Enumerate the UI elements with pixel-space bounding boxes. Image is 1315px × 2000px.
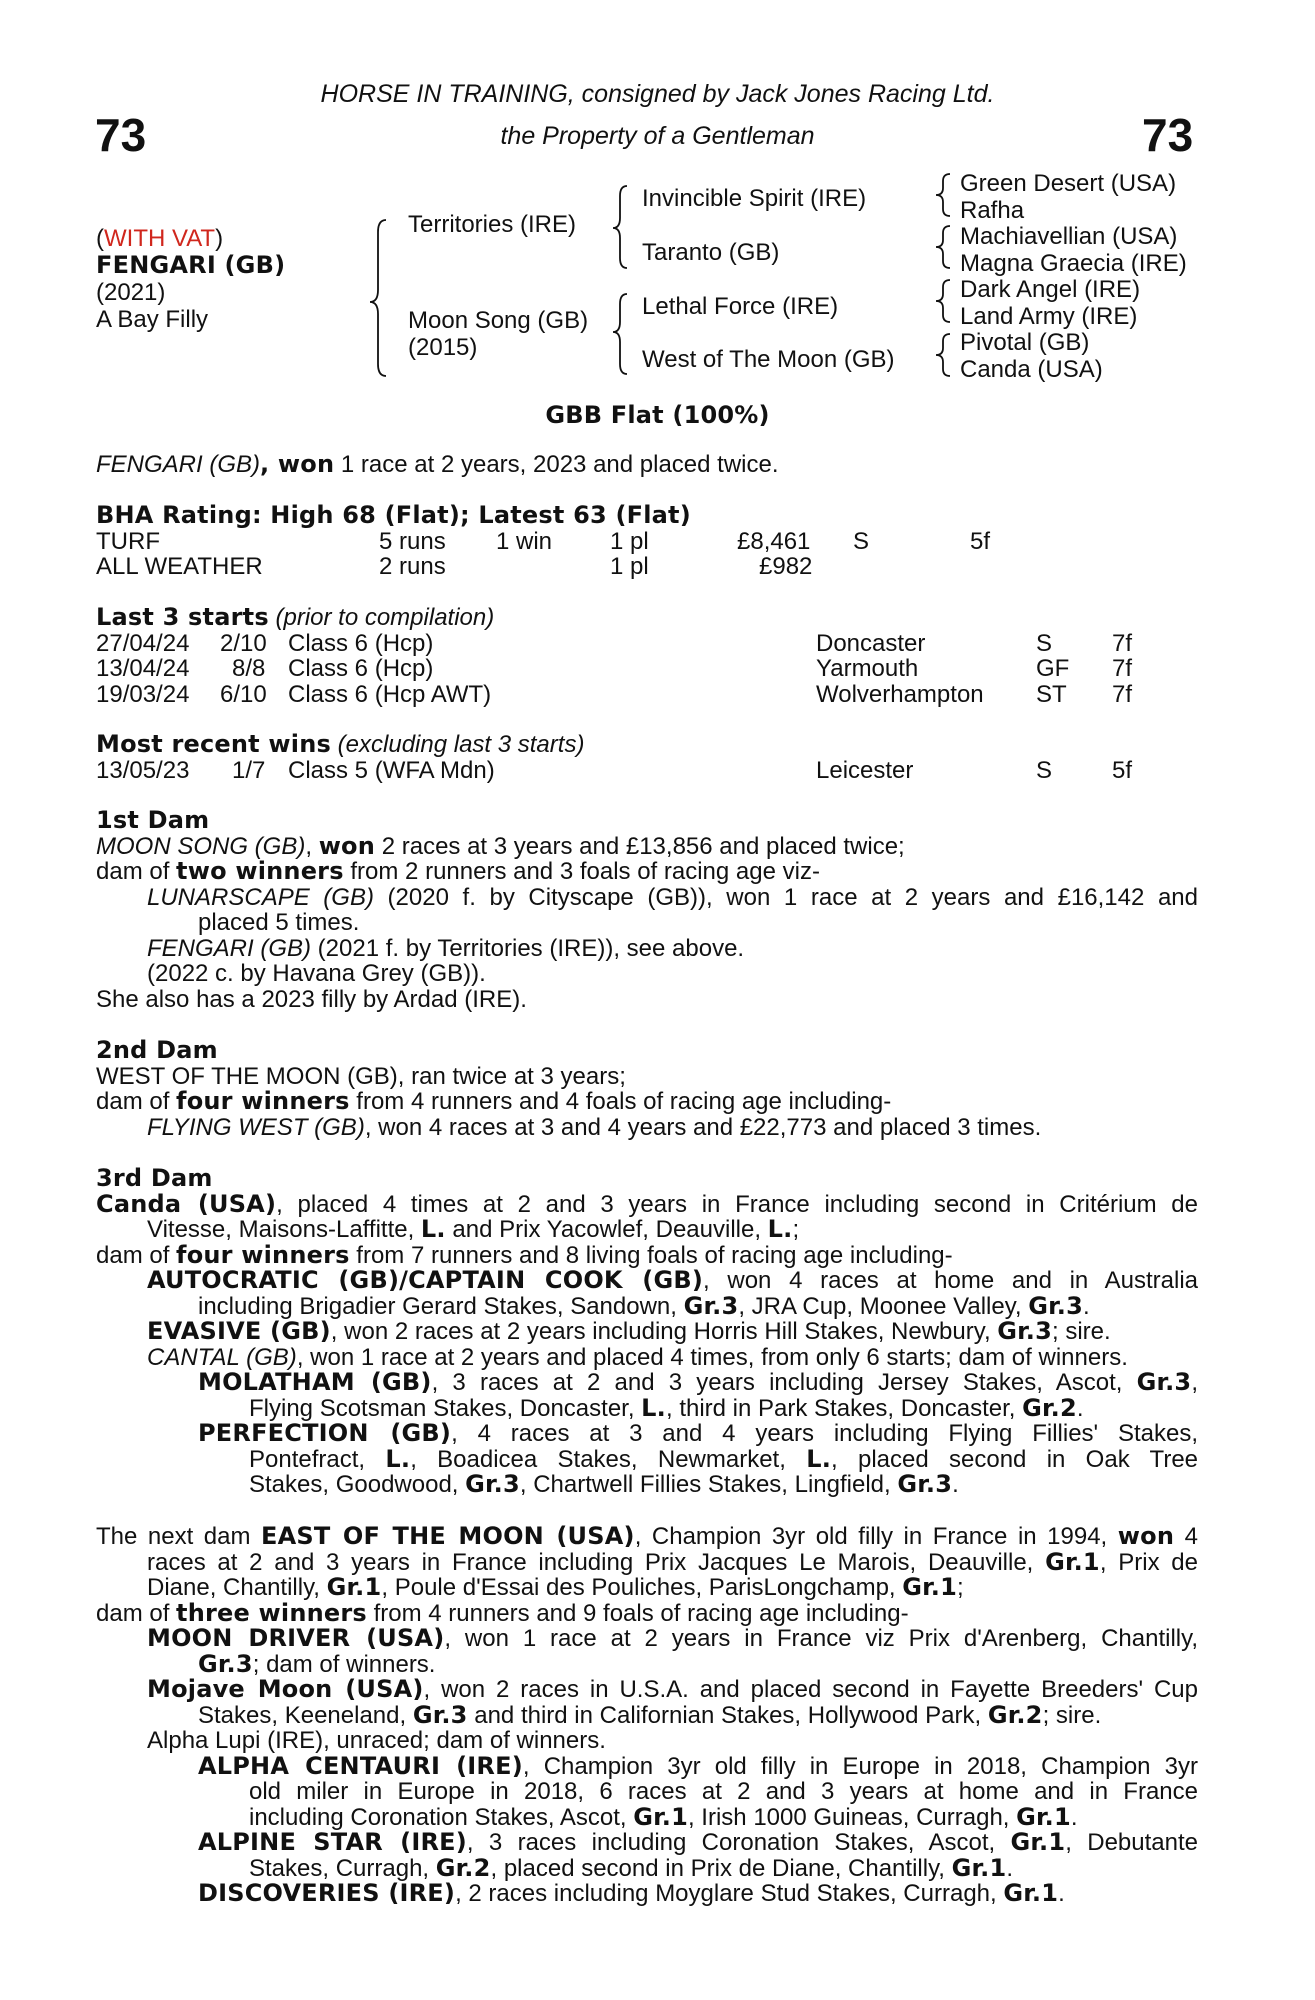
text: ,: [1191, 1369, 1198, 1396]
pedigree-dam-dam: West of The Moon (GB): [642, 346, 895, 373]
grade: Gr.3: [465, 1470, 520, 1498]
text: races at 2 and 3 years in France including Prix Jacques Le Marois, Deauville,: [147, 1548, 1046, 1576]
text: , won 2 races in U.S.A. and placed second in Fayette Breeders' Cup: [423, 1676, 1198, 1703]
brace-g3-1: [936, 174, 950, 216]
progeny-name: FENGARI (GB): [147, 934, 312, 962]
rating-heading: BHA Rating: High 68 (Flat); Latest 63 (Flat): [96, 501, 691, 529]
third-dam-section: [96, 1166, 1198, 1498]
brace-g3-2: [936, 226, 950, 268]
text: , Prix de: [1099, 1548, 1199, 1576]
recent-wins-note: (excluding last 3 starts): [331, 731, 585, 758]
text: , Debutante: [1065, 1829, 1198, 1856]
second-dam-section: [96, 1038, 1198, 1140]
brace-g3-4: [936, 334, 950, 376]
form-date: 19/03/24: [96, 680, 190, 708]
first-dam-section: [96, 808, 1198, 1012]
form-course: Leicester: [816, 756, 914, 784]
pedigree-dam: Moon Song (GB): [408, 307, 589, 334]
last-starts-heading: Last 3 starts: [96, 603, 269, 631]
progeny-name: Mojave Moon (USA): [147, 1675, 424, 1703]
form-course: Doncaster: [816, 629, 926, 657]
text: , 3 races including Coronation Stakes, Ascot,: [466, 1829, 1011, 1856]
grade: L.: [420, 1215, 446, 1243]
catalogue-title: HORSE IN TRAINING, consigned by Jack Jones Racing Ltd.: [320, 80, 995, 108]
form-position: 8/8: [232, 655, 266, 682]
rating-wins: 1 win: [496, 527, 553, 555]
text: (2020 f. by Cityscape (GB)), won 1 race at 2 years and £16,142 and: [373, 883, 1198, 911]
text: .: [1006, 1854, 1014, 1882]
text: .: [952, 1471, 959, 1498]
text: (2022 c. by Havana Grey (GB)).: [147, 960, 486, 987]
form-class: Class 5 (WFA Mdn): [288, 756, 495, 784]
text: , 4 races at 3 and 4 years including Flying Fillies' Stakes,: [451, 1420, 1199, 1447]
text: 4: [1174, 1523, 1199, 1550]
text: , won 1 race at 2 years in France viz Prix d'Arenberg, Chantilly,: [444, 1625, 1198, 1652]
form-class: Class 6 (Hcp AWT): [288, 680, 492, 708]
progeny-name: ALPHA CENTAURI (IRE): [198, 1751, 523, 1780]
grade: Gr.1: [951, 1853, 1007, 1882]
text: and Prix Yacowlef, Deauville,: [445, 1216, 768, 1243]
form-date: 13/04/24: [96, 655, 190, 682]
grade: Gr.1: [326, 1573, 382, 1601]
text: .: [1070, 1803, 1078, 1831]
text: , won 2 races at 2 years including Horris Hill Stakes, Newbury,: [330, 1318, 998, 1345]
form-course: Yarmouth: [816, 655, 919, 682]
dam-name: Canda (USA): [96, 1189, 277, 1218]
rating-distance: 5f: [970, 527, 991, 555]
text: old miler in Europe in 2018, 6 races at 2 and 3 years at home and in France: [249, 1778, 1198, 1805]
progeny-name: EVASIVE (GB): [147, 1317, 331, 1345]
summary-won: won: [277, 450, 335, 478]
progeny-name: LUNARSCAPE (GB): [147, 883, 374, 911]
rating-runs: 2 runs: [379, 553, 446, 580]
form-distance: 7f: [1112, 629, 1133, 657]
dam-name: EAST OF THE MOON (USA): [261, 1522, 635, 1550]
progeny-name: FLYING WEST (GB): [147, 1113, 365, 1141]
grade: L.: [806, 1444, 832, 1473]
text: The next dam: [96, 1523, 262, 1550]
lot-number-left: 73: [95, 109, 147, 161]
recent-wins-heading: Most recent wins: [96, 730, 331, 758]
text: She also has a 2023 filly by Ardad (IRE).: [96, 985, 527, 1013]
text: (2021 f. by Territories (IRE)), see above.: [311, 934, 745, 962]
text: Stakes, Curragh,: [249, 1854, 436, 1882]
pedigree-g3-4: Magna Graecia (IRE): [960, 249, 1187, 277]
progeny-name: ALPINE STAR (IRE): [198, 1828, 467, 1856]
text: , won 4 races at home and in Australia: [703, 1267, 1198, 1294]
progeny-name: CANTAL (GB): [147, 1343, 297, 1371]
text: .: [1058, 1880, 1065, 1907]
won-label: won: [318, 831, 376, 860]
text: , won 4 races at 3 and 4 years and £22,773 and placed 3 times.: [364, 1113, 1042, 1141]
last-starts-note: (prior to compilation): [268, 604, 495, 631]
text: dam of: [96, 1599, 177, 1627]
rating-section: [96, 503, 1198, 580]
horse-year: (2021): [96, 279, 166, 306]
text: , Chartwell Fillies Stakes, Lingfield,: [519, 1471, 898, 1498]
grade: Gr.3: [1136, 1368, 1192, 1396]
text: placed 5 times.: [198, 909, 360, 936]
form-going: GF: [1036, 655, 1070, 682]
pedigree-g3-7: Pivotal (GB): [960, 329, 1090, 356]
grade: L.: [767, 1215, 793, 1243]
form-date: 27/04/24: [96, 629, 190, 657]
text: ; dam of winners.: [252, 1650, 436, 1678]
grade: Gr.3: [897, 1470, 953, 1498]
grade: Gr.1: [1003, 1879, 1059, 1907]
grade: L.: [641, 1393, 666, 1422]
form-position: 6/10: [220, 680, 267, 708]
text: .: [1076, 1394, 1084, 1422]
text: , Poule d'Essai des Pouliches, ParisLongchamp,: [381, 1574, 903, 1601]
form-date: 13/05/23: [96, 756, 190, 784]
rating-row: [96, 529, 1198, 555]
grade: Gr.1: [1010, 1828, 1066, 1856]
pedigree-g3-6: Land Army (IRE): [960, 302, 1138, 330]
second-dam-heading: 2nd Dam: [96, 1036, 218, 1064]
dam-name: MOON SONG (GB): [96, 832, 306, 860]
text: Vitesse, Maisons-Laffitte,: [147, 1216, 421, 1243]
grade: Gr.2: [1022, 1393, 1077, 1422]
grade: Gr.1: [1045, 1547, 1100, 1576]
text: ;: [792, 1216, 800, 1243]
rating-going: S: [853, 527, 870, 555]
pedigree-gen3: [960, 171, 1187, 383]
text: , Champion 3yr old filly in Europe in 2018, Champion 3yr: [522, 1752, 1198, 1780]
vat-label: WITH VAT: [104, 225, 216, 252]
text: dam of: [96, 858, 177, 885]
first-dam-heading: 1st Dam: [96, 806, 210, 834]
grade: Gr.3: [997, 1317, 1053, 1345]
text: , Champion 3yr old filly in France in 1994,: [634, 1523, 1118, 1550]
progeny-name: AUTOCRATIC (GB)/CAPTAIN COOK (GB): [147, 1266, 704, 1294]
text: Stakes, Keeneland,: [198, 1701, 413, 1729]
progeny-name: MOLATHAM (GB): [198, 1368, 432, 1396]
text: , 3 races at 2 and 3 years including Jersey Stakes, Ascot,: [431, 1369, 1137, 1396]
text: ;: [956, 1574, 964, 1601]
form-row: [96, 631, 1198, 657]
form-going: ST: [1036, 680, 1067, 708]
summary-horse-name: FENGARI (GB): [96, 451, 261, 478]
progeny-name: DISCOVERIES (IRE): [198, 1879, 456, 1907]
text: Stakes, Goodwood,: [249, 1471, 466, 1498]
form-position: 1/7: [232, 756, 266, 784]
text: from 2 runners and 3 foals of racing age viz-: [343, 858, 820, 885]
text: , third in Park Stakes, Doncaster,: [665, 1394, 1023, 1422]
grade: Gr.2: [987, 1700, 1043, 1729]
grade: Gr.3: [198, 1649, 253, 1678]
next-dam-section: [96, 1524, 1198, 1907]
pedigree-dam-year: (2015): [408, 334, 478, 361]
form-distance: 7f: [1112, 680, 1133, 708]
grade: Gr.3: [1028, 1291, 1083, 1320]
horse-name: FENGARI (GB): [96, 251, 286, 279]
brace-gen1: [370, 220, 386, 376]
form-class: Class 6 (Hcp): [288, 629, 434, 657]
form-class: Class 6 (Hcp): [288, 655, 434, 682]
text: and third in Californian Stakes, Hollywood Park,: [467, 1701, 988, 1729]
rating-placed: 1 pl: [610, 553, 649, 580]
vat-paren-open: (: [96, 225, 104, 252]
text: dam of: [96, 1241, 177, 1269]
rating-surface: ALL WEATHER: [96, 553, 263, 580]
grade: Gr.3: [412, 1700, 468, 1729]
pedigree-g3-5: Dark Angel (IRE): [960, 276, 1141, 303]
text: Diane, Chantilly,: [147, 1574, 327, 1601]
pedigree-g3-3: Machiavellian (USA): [960, 223, 1178, 250]
rating-prize: £982: [759, 553, 813, 580]
rating-placed: 1 pl: [610, 527, 649, 555]
rating-row: [96, 554, 1198, 580]
brace-sire: [613, 186, 627, 268]
form-row: [96, 682, 1198, 708]
text: including Coronation Stakes, Ascot,: [249, 1803, 634, 1831]
grade: Gr.1: [633, 1802, 688, 1831]
text: , Irish 1000 Guineas, Curragh,: [687, 1803, 1017, 1831]
text: from 7 runners and 8 living foals of racing age including-: [349, 1241, 953, 1269]
text: , placed 4 times at 2 and 3 years in France including second in Critérium de: [276, 1190, 1198, 1218]
pedigree-dam-sire: Lethal Force (IRE): [642, 293, 839, 320]
lot-number-right: 73: [1142, 109, 1194, 161]
text: from 4 runners and 9 foals of racing age including-: [366, 1599, 909, 1627]
won-label: won: [1117, 1522, 1175, 1550]
form-distance: 5f: [1112, 756, 1133, 784]
pedigree-sire-dam: Taranto (GB): [642, 239, 780, 266]
text: , JRA Cup, Moonee Valley,: [738, 1292, 1029, 1320]
grade: Gr.1: [1016, 1802, 1071, 1831]
winners-count: two winners: [176, 857, 344, 885]
pedigree-g3-1: Green Desert (USA): [960, 170, 1177, 197]
pedigree-g3-8: Canda (USA): [960, 355, 1103, 383]
text: Flying Scotsman Stakes, Doncaster,: [249, 1394, 642, 1422]
catalogue-subtitle: the Property of a Gentleman: [500, 122, 815, 150]
gbb-label: GBB Flat (100%): [545, 401, 770, 429]
grade: L.: [385, 1444, 411, 1473]
form-row: [96, 656, 1198, 682]
recent-wins-section: [96, 732, 1198, 783]
text: ; sire.: [1042, 1701, 1102, 1729]
brace-dam: [613, 294, 627, 374]
text: 2 races at 3 years and £13,856 and placed twice;: [375, 832, 905, 860]
rating-runs: 5 runs: [379, 527, 446, 555]
text: WEST OF THE MOON (GB), ran twice at 3 years;: [96, 1062, 626, 1090]
text: including Brigadier Gerard Stakes, Sandown,: [198, 1292, 684, 1320]
brace-g3-3: [936, 280, 950, 322]
text: dam of: [96, 1088, 177, 1115]
rating-prize: £8,461: [737, 527, 811, 555]
text: Alpha Lupi (IRE), unraced; dam of winners.: [147, 1727, 606, 1754]
form-row: [96, 758, 1198, 784]
form-course: Wolverhampton: [816, 680, 984, 708]
pedigree-g3-2: Rafha: [960, 196, 1025, 224]
text: .: [1083, 1292, 1090, 1320]
text: , placed second in Prix de Diane, Chantilly,: [490, 1854, 952, 1882]
grade: Gr.3: [683, 1291, 739, 1320]
text: from 4 runners and 4 foals of racing age including-: [349, 1088, 892, 1115]
text: Pontefract,: [249, 1445, 386, 1473]
progeny-name: MOON DRIVER (USA): [147, 1624, 445, 1652]
form-distance: 7f: [1112, 655, 1133, 682]
text: ,: [305, 832, 319, 860]
text: ; sire.: [1052, 1318, 1111, 1345]
text: , placed second in Oak Tree: [831, 1445, 1199, 1473]
text: , Boadicea Stakes, Newmarket,: [410, 1445, 807, 1473]
vat-paren-close: ): [215, 225, 224, 252]
third-dam-heading: 3rd Dam: [96, 1164, 213, 1192]
winners-count: three winners: [176, 1598, 367, 1627]
rating-surface: TURF: [96, 527, 160, 555]
grade: Gr.1: [902, 1573, 957, 1601]
winners-count: four winners: [176, 1240, 350, 1269]
winners-count: four winners: [176, 1087, 350, 1115]
pedigree-sire: Territories (IRE): [408, 211, 577, 238]
text: , 2 races including Moyglare Stud Stakes, Curragh,: [455, 1880, 1004, 1907]
grade: Gr.2: [435, 1853, 491, 1882]
last-starts-section: [96, 605, 1198, 707]
text: , won 1 race at 2 years and placed 4 times, from only 6 starts; dam of winners.: [296, 1343, 1128, 1371]
summary-rest: 1 race at 2 years, 2023 and placed twice.: [334, 451, 779, 478]
pedigree-sire-sire: Invincible Spirit (IRE): [642, 185, 867, 212]
race-summary: FENGARI (GB), won 1 race at 2 years, 2023 and placed twice.: [96, 450, 779, 478]
horse-description: A Bay Filly: [96, 306, 209, 333]
form-going: S: [1036, 629, 1053, 657]
form-going: S: [1036, 756, 1053, 784]
progeny-name: PERFECTION (GB): [198, 1419, 452, 1447]
form-position: 2/10: [220, 629, 267, 657]
